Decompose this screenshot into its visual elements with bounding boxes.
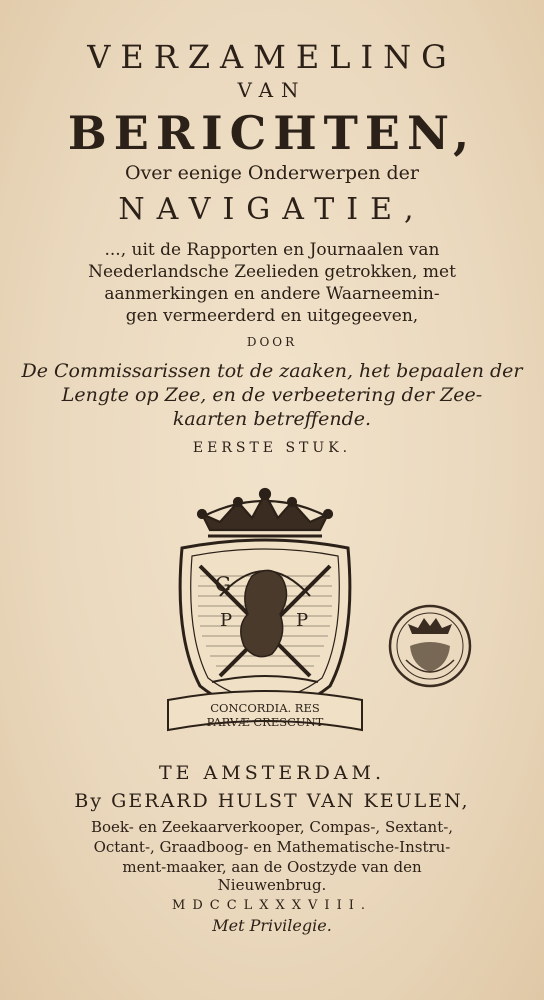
authors-line-2: Lengte op Zee, en de verbeetering der Zee-	[61, 384, 483, 406]
motto-line-2: PARVÆ CRESCUNT	[206, 715, 324, 729]
motto-line-1: CONCORDIA. RES	[210, 701, 320, 715]
body-line-1: ..., uit de Rapporten en Journaalen van	[104, 240, 440, 260]
imprint-city: TE AMSTERDAM.	[158, 762, 386, 784]
title-navigatie: NAVIGATIE,	[118, 192, 426, 227]
title-berichten: BERICHTEN,	[67, 106, 477, 160]
privilege-note: Met Privilegie.	[212, 916, 332, 935]
publication-year: MDCCLXXXVIII.	[172, 898, 372, 913]
title-verzameling: VERZAMELING	[87, 38, 457, 76]
emblem-letter-g: G	[215, 572, 231, 596]
body-line-2: Neederlandsche Zeelieden getrokken, met	[88, 262, 456, 282]
imprint-line-4: Octant-, Graadboog- en Mathematische-Instru-	[93, 838, 451, 856]
printer-emblem	[160, 486, 370, 740]
shield-icon	[180, 540, 350, 712]
imprint-publisher: By GERARD HULST VAN KEULEN,	[74, 790, 470, 812]
door-label: DOOR	[246, 335, 298, 349]
imprint-line-6: Nieuwenbrug.	[217, 876, 327, 894]
title-van: VAN	[237, 78, 307, 102]
imprint-line-3: Boek- en Zeekaarverkooper, Compas-, Sextant-,	[90, 818, 454, 836]
motto-banner	[168, 691, 362, 730]
imprint-line-5: ment-maaker, aan de Oostzyde van den	[122, 858, 422, 876]
authors-line-3: kaarten betreffende.	[172, 408, 372, 430]
crown-icon	[198, 489, 332, 536]
subtitle: Over eenige Onderwerpen der	[125, 162, 419, 184]
part-label: EERSTE STUK.	[192, 440, 352, 456]
body-line-3: aanmerkingen en andere Waarneemin-	[104, 284, 440, 304]
body-line-4: gen vermeerderd en uitgegeeven,	[125, 306, 419, 326]
emblem-letter-p-left: P	[220, 610, 233, 631]
emblem-letter-p-right: P	[296, 610, 309, 631]
authors-line-1: De Commissarissen tot de zaaken, het bepaalen der	[21, 360, 523, 382]
library-stamp-icon	[384, 600, 476, 692]
